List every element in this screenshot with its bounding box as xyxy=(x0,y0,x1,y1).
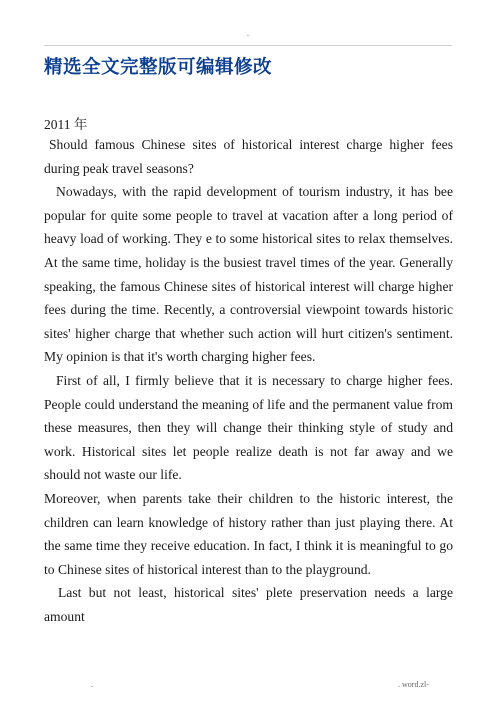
document-year: 2011 年 xyxy=(44,117,88,132)
paragraph-first: First of all, I firmly believe that it is necessary to charge higher fees. People could understand the meaning of life and the permanent value from these measures, then they will change their thinking style of study and work. Historical sites let people realize death is not far away and we should not waste our life. xyxy=(44,372,453,483)
paragraph-moreover: Moreover, when parents take their children to the historic interest, the children can learn knowledge of history rather than just playing there. At the same time they receive education. In fact, I think it is meaningful to go to Chinese sites of historical interest than to the playground. xyxy=(44,490,453,577)
document-body xyxy=(44,133,453,628)
header-mark: . xyxy=(246,28,250,38)
header-rule xyxy=(44,45,452,46)
essay-question: Should famous Chinese sites of historical interest charge higher fees during peak travel seasons? xyxy=(44,137,453,176)
footer-left: . xyxy=(91,680,93,689)
paragraph-intro: Nowadays, with the rapid development of tourism industry, it has bee popular for quite some people to travel at vacation after a long period of heavy load of working. They e to some historical sites to relax themselves. At the same time, holiday is the busiest travel times of the year. Generally speaking, the famous Chinese sites of historical interest will charge higher fees during the time. Recently, a controversial viewpoint towards historic sites' higher charge that whether such action will hurt citizen's sentiment. My opinion is that it's worth charging higher fees. xyxy=(44,184,453,365)
paragraph-last: Last but not least, historical sites' plete preservation needs a large amount xyxy=(44,585,453,624)
footer-right: . word.zl- xyxy=(398,680,429,689)
document-title: 精选全文完整版可编辑修改 xyxy=(44,57,273,78)
